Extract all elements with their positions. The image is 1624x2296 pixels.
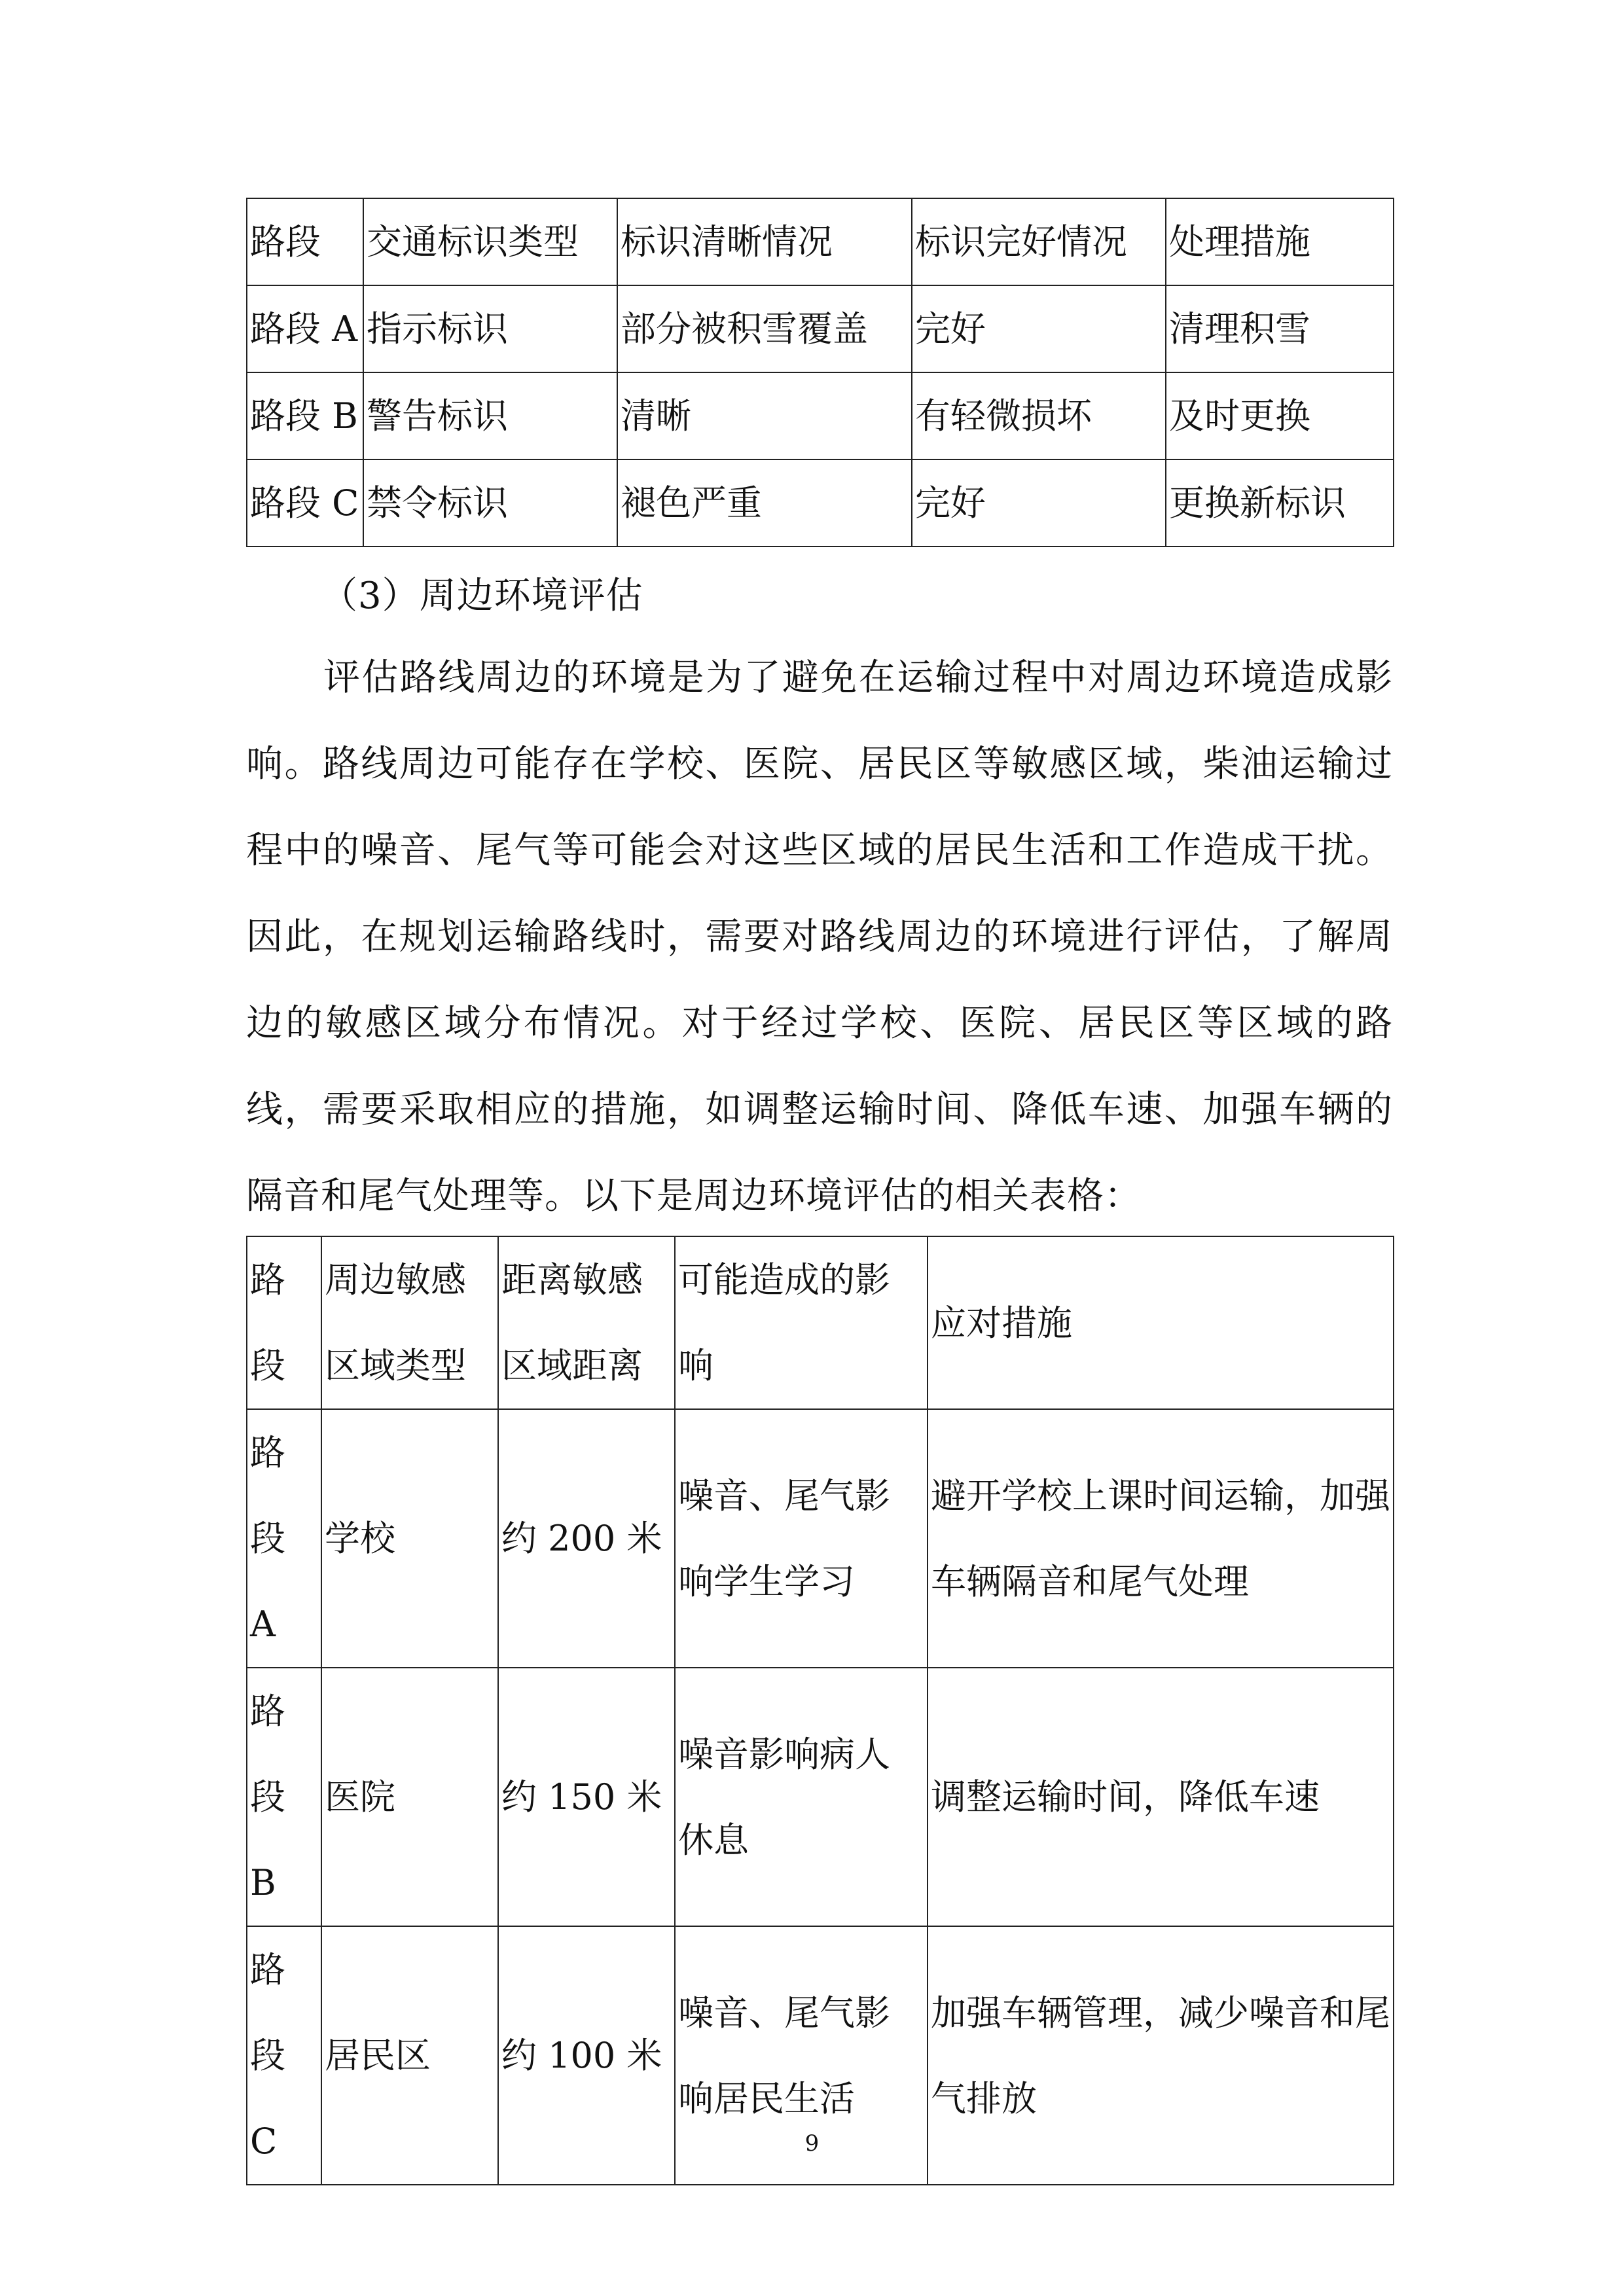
table-row — [247, 1409, 1394, 1668]
table-cell: 有轻微损坏 — [912, 372, 1166, 459]
table-header-cell: 周边敏感区域类型 — [321, 1236, 498, 1409]
table-header-cell: 距离敏感区域距离 — [498, 1236, 675, 1409]
table-cell: 医院 — [321, 1668, 498, 1926]
section-subheading: （3）周边环境评估 — [321, 575, 643, 617]
page-number: 9 — [804, 2130, 820, 2157]
traffic-sign-table — [246, 198, 1394, 547]
table-header-cell: 可能造成的影响 — [675, 1236, 928, 1409]
table-cell: 调整运输时间，降低车速 — [928, 1668, 1394, 1926]
table-header-cell: 应对措施 — [928, 1236, 1394, 1409]
table-header-cell: 标识清晰情况 — [617, 198, 912, 285]
table-cell: 完好 — [912, 459, 1166, 547]
table-cell: 禁令标识 — [363, 459, 617, 547]
table-cell: 噪音、尾气影响学生学习 — [675, 1409, 928, 1668]
table-cell: 褪色严重 — [617, 459, 912, 547]
table-cell: 路段 A — [247, 285, 363, 372]
table-cell: 约 100 米 — [498, 1926, 675, 2185]
table-cell: 加强车辆管理，减少噪音和尾气排放 — [928, 1926, 1394, 2185]
table-row — [247, 1668, 1394, 1926]
table-cell: 路段 C — [247, 459, 363, 547]
table-cell: 噪音影响病人休息 — [675, 1668, 928, 1926]
table-cell: 指示标识 — [363, 285, 617, 372]
table-header-row — [247, 198, 1394, 285]
table-cell: 路段 B — [247, 1668, 321, 1926]
table-header-cell: 处理措施 — [1166, 198, 1394, 285]
table-cell: 警告标识 — [363, 372, 617, 459]
table-cell: 学校 — [321, 1409, 498, 1668]
table-cell: 清理积雪 — [1166, 285, 1394, 372]
table-cell: 居民区 — [321, 1926, 498, 2185]
table-cell: 完好 — [912, 285, 1166, 372]
table-cell: 清晰 — [617, 372, 912, 459]
table-header-cell: 标识完好情况 — [912, 198, 1166, 285]
table-cell: 避开学校上课时间运输，加强车辆隔音和尾气处理 — [928, 1409, 1394, 1668]
table-header-cell: 交通标识类型 — [363, 198, 617, 285]
table-row — [247, 372, 1394, 459]
table-header-cell: 路段 — [247, 198, 363, 285]
table-header-cell: 路段 — [247, 1236, 321, 1409]
table-cell: 噪音、尾气影响居民生活 — [675, 1926, 928, 2185]
table-cell: 更换新标识 — [1166, 459, 1394, 547]
environment-assessment-table — [246, 1236, 1394, 2185]
body-paragraph: 评估路线周边的环境是为了避免在运输过程中对周边环境造成影响。路线周边可能存在学校、医院、居民区等敏感区域，柴油运输过程中的噪音、尾气等可能会对这些区域的居民生活和工作造成干扰。因此，在规划运输路线时，需要对路线周边的环境进行评估，了解周边的敏感区域分布情况。对于经过学校、医院、居民区等区域的路线，需要采取相应的措施，如调整运输时间、降低车速、加强车辆的隔音和尾气处理等。以下是周边环境评估的相关表格： — [246, 656, 1393, 1217]
table-row — [247, 285, 1394, 372]
table-row — [247, 459, 1394, 547]
table-cell: 约 150 米 — [498, 1668, 675, 1926]
table-cell: 部分被积雪覆盖 — [617, 285, 912, 372]
table-cell: 路段 A — [247, 1409, 321, 1668]
table-cell: 约 200 米 — [498, 1409, 675, 1668]
table-cell: 路段 C — [247, 1926, 321, 2185]
table-header-row — [247, 1236, 1394, 1409]
table-cell: 路段 B — [247, 372, 363, 459]
table-cell: 及时更换 — [1166, 372, 1394, 459]
